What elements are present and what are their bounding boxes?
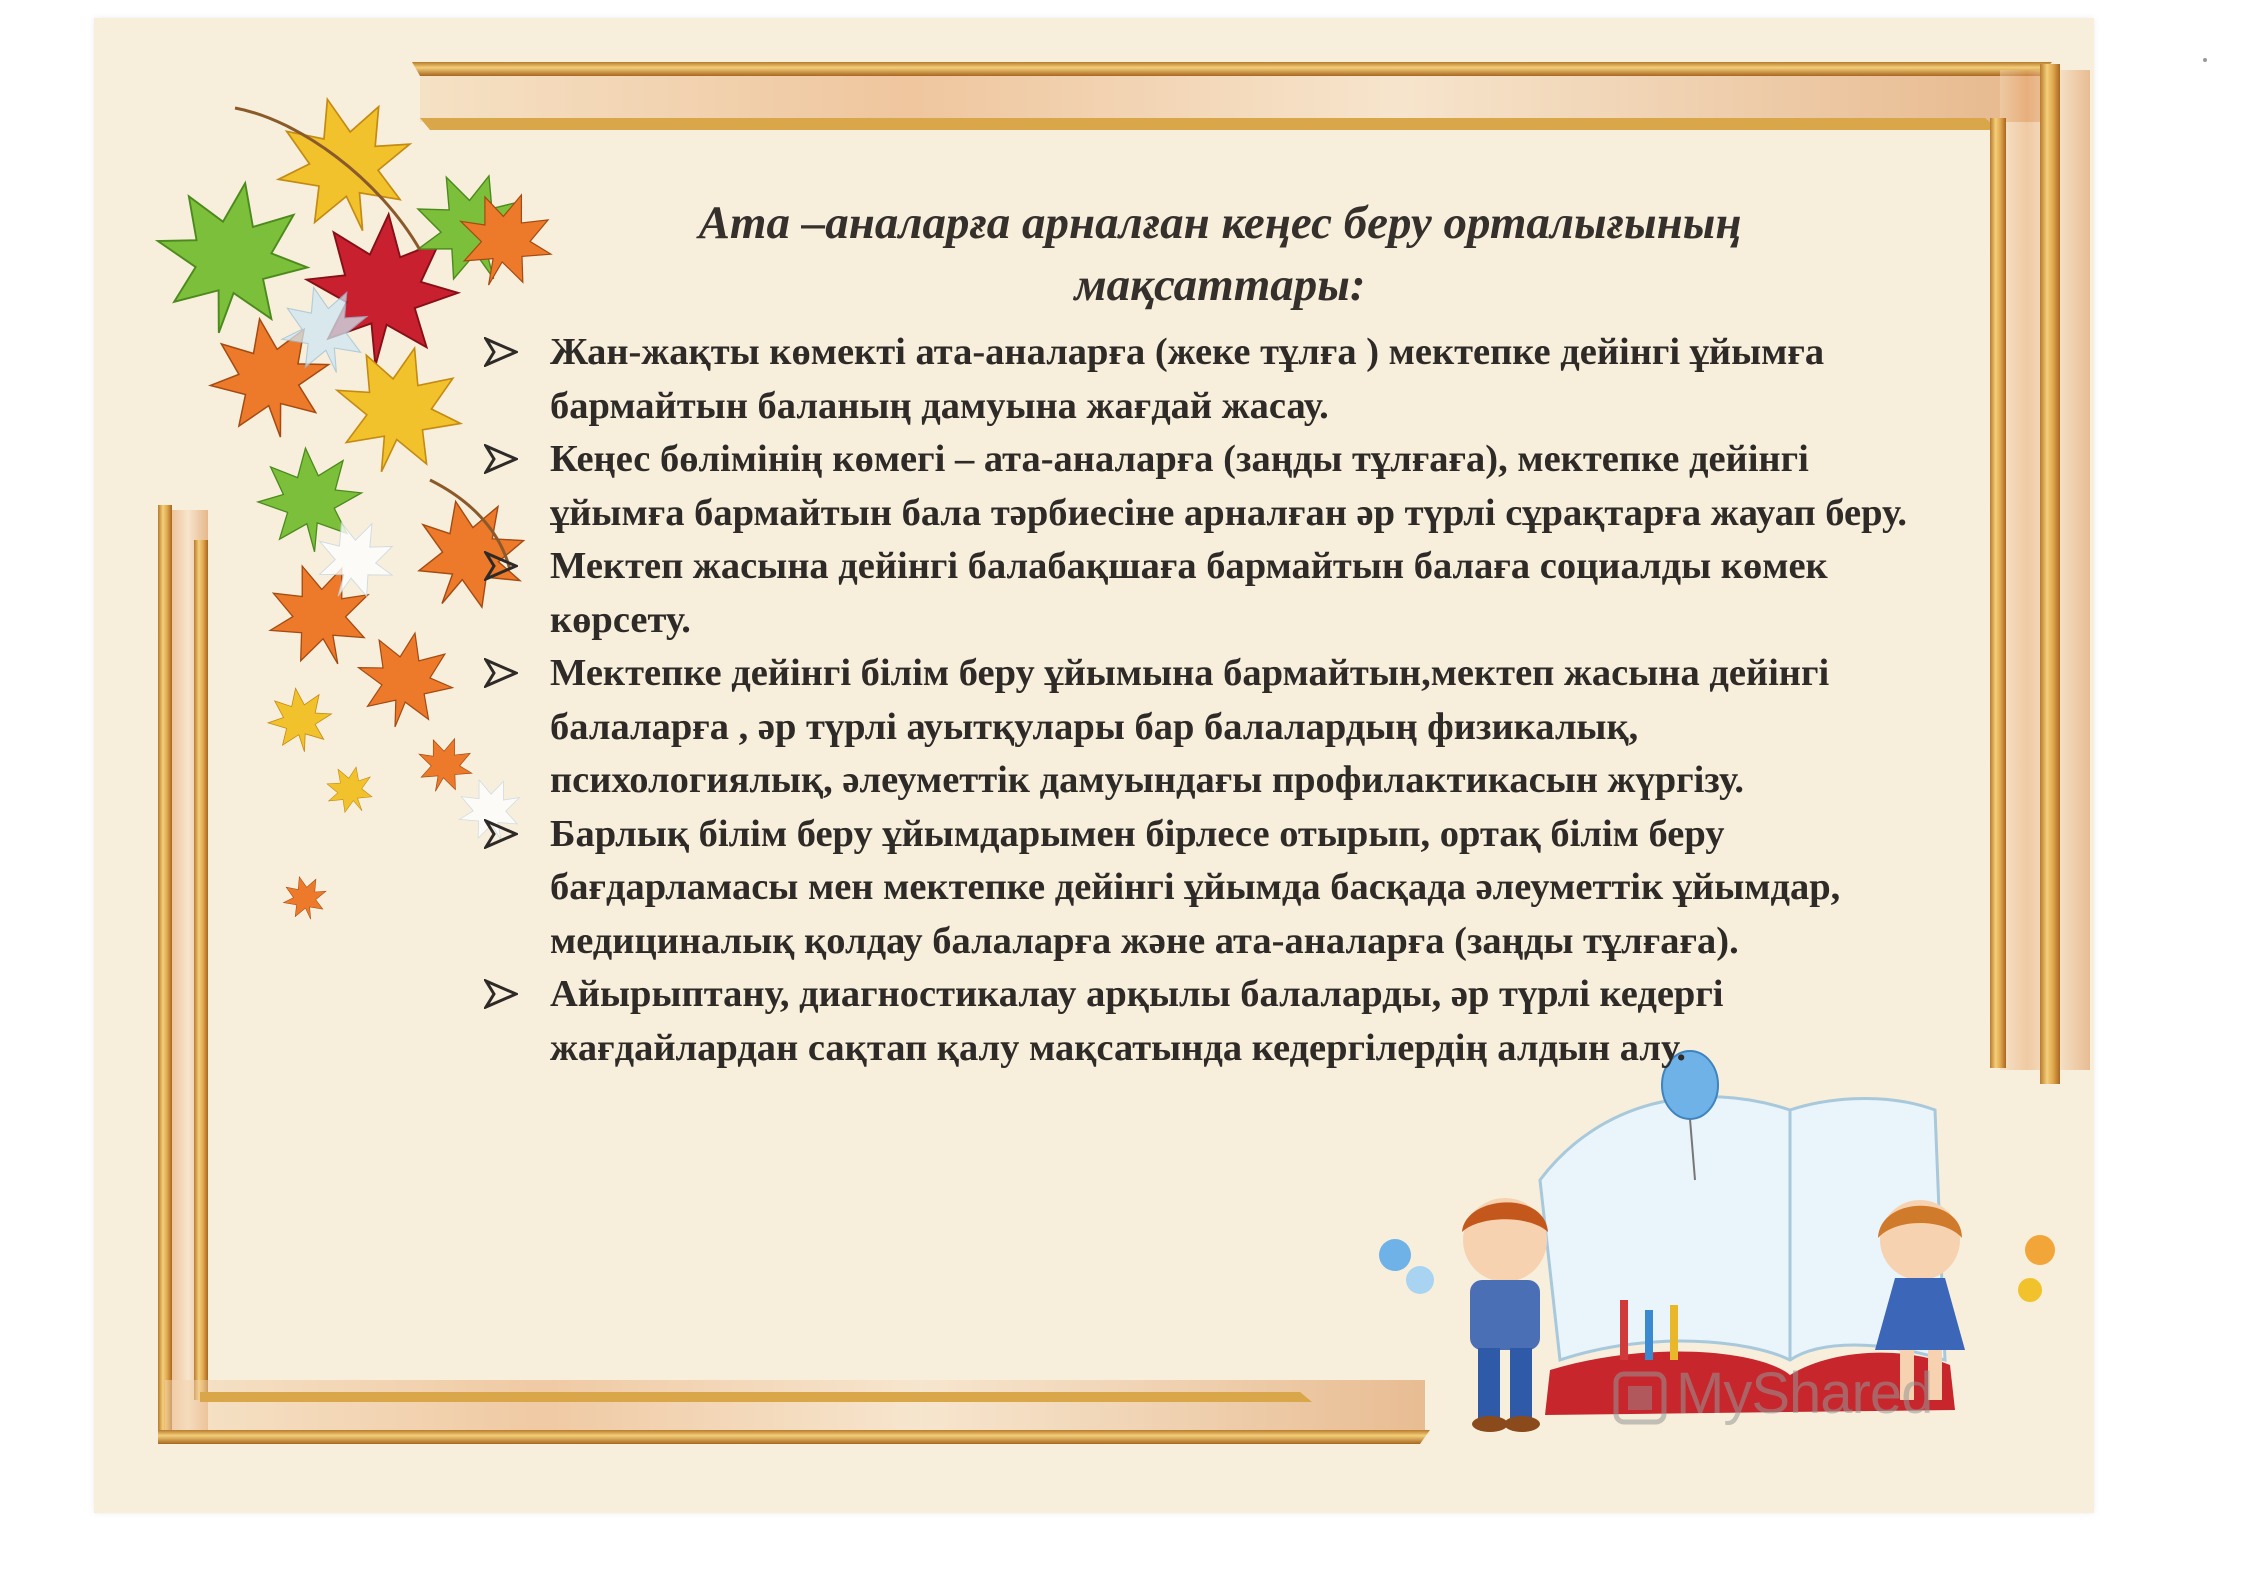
arrowhead-bullet-icon: [484, 551, 518, 581]
goal-item: [470, 540, 1930, 647]
goal-text: Кеңес бөлімінің көмегі – ата-аналарға (заңды тұлғаға), мектепке дейінгі ұйымға бармайтын бала тәрбиесіне арналған әр түрлі сұрақтарға жауап беру.: [550, 438, 1908, 534]
bottom-frame-band: [158, 1380, 1430, 1444]
watermark-text: MyShared: [1676, 1361, 1933, 1426]
title-line-2: мақсаттары:: [1074, 259, 1366, 311]
goal-item: [470, 968, 1930, 1075]
arrowhead-bullet-icon: [484, 337, 518, 367]
arrowhead-bullet-icon: [484, 819, 518, 849]
goals-list: [470, 326, 1930, 1075]
goal-item: [470, 326, 1930, 433]
top-frame-band: [412, 62, 2052, 130]
goal-item: [470, 647, 1930, 808]
page-title: [470, 192, 1930, 316]
goal-text: Мектеп жасына дейінгі балабақшаға бармайтын балаға социалды көмек көрсету.: [550, 545, 1828, 641]
right-frame-band: [1990, 64, 2090, 1084]
goal-item: [470, 433, 1930, 540]
title-line-1: Ата –аналарға арналған кеңес беру орталығының: [698, 197, 1742, 249]
arrowhead-bullet-icon: [484, 979, 518, 1009]
goal-text: Мектепке дейінгі білім беру ұйымына бармайтын,мектеп жасына дейінгі балаларға , әр түрлі ауытқулары бар балалардың физикалық, психологиялық, әлеуметтік дамуындағы профилактикасын жүргізу.: [550, 652, 1830, 801]
arrowhead-bullet-icon: [484, 658, 518, 688]
goal-text: Жан-жақты көмекті ата-аналарға (жеке тұлға ) мектепке дейінгі ұйымға бармайтын баланың дамуына жағдай жасау.: [550, 331, 1825, 427]
goal-text: Айырыптану, диагностикалау арқылы балаларды, әр түрлі кедергі жағдайлардан сақтап қалу мақсатында кедергілердің алдын алу.: [550, 973, 1724, 1069]
goal-item: [470, 808, 1930, 969]
left-frame-band: [158, 505, 208, 1440]
goal-text: Барлық білім беру ұйымдарымен бірлесе отырып, ортақ білім беру бағдарламасы мен мектепке дейінгі ұйымда басқада әлеуметтік ұйымдар, медициналық қолдау балаларға және ата-аналарға (заңды тұлғаға).: [550, 812, 1841, 962]
consultation-center-goals: [470, 192, 1930, 1075]
arrowhead-bullet-icon: [484, 444, 518, 474]
myshared-logo-icon: [1612, 1370, 1668, 1426]
